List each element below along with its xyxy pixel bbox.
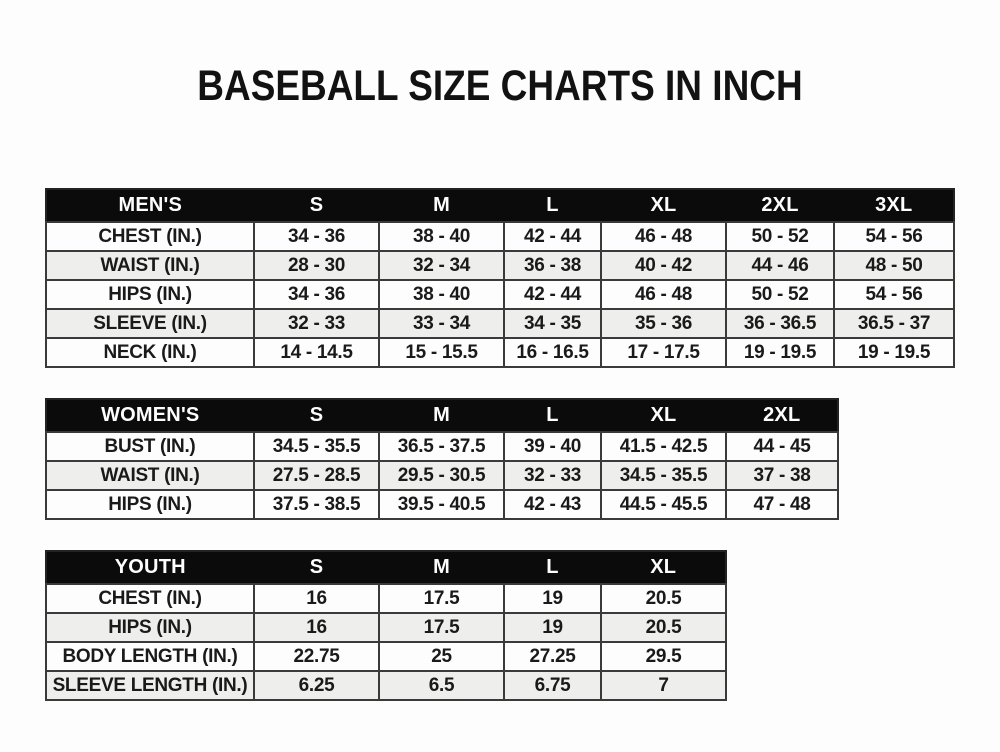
youth-size-column-header: XL — [601, 551, 726, 584]
size-value-cell: 41.5 - 42.5 — [601, 432, 726, 461]
size-value-cell: 17.5 — [379, 584, 504, 613]
row-label-cell: BUST (IN.) — [46, 432, 254, 461]
mens-size-column-header: S — [254, 189, 379, 222]
youth-size-row — [46, 584, 726, 613]
size-value-cell: 46 - 48 — [601, 222, 726, 251]
row-label-cell: BODY LENGTH (IN.) — [46, 642, 254, 671]
size-value-cell: 6.75 — [504, 671, 601, 700]
mens-size-row — [46, 251, 954, 280]
size-value-cell: 50 - 52 — [726, 280, 834, 309]
size-value-cell: 6.25 — [254, 671, 379, 700]
size-value-cell: 16 - 16.5 — [504, 338, 601, 367]
size-value-cell: 33 - 34 — [379, 309, 504, 338]
womens-size-column-header: XL — [601, 399, 726, 432]
mens-table-title: MEN'S — [46, 189, 254, 222]
size-value-cell: 29.5 — [601, 642, 726, 671]
mens-header-row — [46, 189, 954, 222]
youth-size-column-header: S — [254, 551, 379, 584]
size-value-cell: 36.5 - 37 — [834, 309, 954, 338]
size-value-cell: 35 - 36 — [601, 309, 726, 338]
womens-size-column-header: M — [379, 399, 504, 432]
size-value-cell: 54 - 56 — [834, 280, 954, 309]
size-value-cell: 29.5 - 30.5 — [379, 461, 504, 490]
size-value-cell: 37.5 - 38.5 — [254, 490, 379, 519]
size-value-cell: 36 - 38 — [504, 251, 601, 280]
size-value-cell: 47 - 48 — [726, 490, 838, 519]
size-value-cell: 38 - 40 — [379, 222, 504, 251]
womens-size-column-header: 2XL — [726, 399, 838, 432]
size-value-cell: 32 - 34 — [379, 251, 504, 280]
size-value-cell: 50 - 52 — [726, 222, 834, 251]
mens-size-row — [46, 280, 954, 309]
womens-size-row — [46, 490, 838, 519]
page-title: BASEBALL SIZE CHARTS IN INCH — [197, 62, 803, 110]
row-label-cell: HIPS (IN.) — [46, 613, 254, 642]
row-label-cell: SLEEVE LENGTH (IN.) — [46, 671, 254, 700]
size-value-cell: 44 - 45 — [726, 432, 838, 461]
womens-size-table — [45, 398, 839, 520]
womens-size-row — [46, 461, 838, 490]
row-label-cell: SLEEVE (IN.) — [46, 309, 254, 338]
row-label-cell: NECK (IN.) — [46, 338, 254, 367]
womens-size-column-header: S — [254, 399, 379, 432]
size-value-cell: 44.5 - 45.5 — [601, 490, 726, 519]
size-value-cell: 39 - 40 — [504, 432, 601, 461]
size-value-cell: 27.25 — [504, 642, 601, 671]
womens-size-row — [46, 432, 838, 461]
size-value-cell: 27.5 - 28.5 — [254, 461, 379, 490]
size-value-cell: 20.5 — [601, 613, 726, 642]
mens-size-column-header: M — [379, 189, 504, 222]
size-value-cell: 38 - 40 — [379, 280, 504, 309]
size-value-cell: 19 — [504, 613, 601, 642]
size-value-cell: 42 - 44 — [504, 222, 601, 251]
row-label-cell: CHEST (IN.) — [46, 222, 254, 251]
size-value-cell: 46 - 48 — [601, 280, 726, 309]
size-value-cell: 34.5 - 35.5 — [254, 432, 379, 461]
size-value-cell: 25 — [379, 642, 504, 671]
size-value-cell: 40 - 42 — [601, 251, 726, 280]
size-value-cell: 22.75 — [254, 642, 379, 671]
row-label-cell: WAIST (IN.) — [46, 461, 254, 490]
size-value-cell: 34 - 36 — [254, 222, 379, 251]
size-value-cell: 14 - 14.5 — [254, 338, 379, 367]
size-value-cell: 15 - 15.5 — [379, 338, 504, 367]
title-area — [0, 62, 1000, 111]
size-value-cell: 16 — [254, 613, 379, 642]
size-value-cell: 48 - 50 — [834, 251, 954, 280]
size-value-cell: 17.5 — [379, 613, 504, 642]
size-value-cell: 34 - 36 — [254, 280, 379, 309]
row-label-cell: WAIST (IN.) — [46, 251, 254, 280]
youth-size-row — [46, 671, 726, 700]
size-value-cell: 28 - 30 — [254, 251, 379, 280]
youth-table-title: YOUTH — [46, 551, 254, 584]
mens-size-column-header: XL — [601, 189, 726, 222]
size-value-cell: 34.5 - 35.5 — [601, 461, 726, 490]
size-value-cell: 44 - 46 — [726, 251, 834, 280]
row-label-cell: CHEST (IN.) — [46, 584, 254, 613]
size-value-cell: 39.5 - 40.5 — [379, 490, 504, 519]
mens-size-row — [46, 338, 954, 367]
mens-size-row — [46, 222, 954, 251]
size-value-cell: 42 - 43 — [504, 490, 601, 519]
size-value-cell: 37 - 38 — [726, 461, 838, 490]
size-value-cell: 36 - 36.5 — [726, 309, 834, 338]
mens-size-column-header: 2XL — [726, 189, 834, 222]
size-value-cell: 20.5 — [601, 584, 726, 613]
womens-size-column-header: L — [504, 399, 601, 432]
mens-size-table — [45, 188, 955, 368]
youth-size-column-header: L — [504, 551, 601, 584]
size-value-cell: 19 — [504, 584, 601, 613]
size-value-cell: 36.5 - 37.5 — [379, 432, 504, 461]
size-value-cell: 19 - 19.5 — [726, 338, 834, 367]
size-value-cell: 6.5 — [379, 671, 504, 700]
mens-size-column-header: L — [504, 189, 601, 222]
size-value-cell: 32 - 33 — [504, 461, 601, 490]
youth-size-column-header: M — [379, 551, 504, 584]
size-value-cell: 34 - 35 — [504, 309, 601, 338]
size-value-cell: 16 — [254, 584, 379, 613]
youth-size-row — [46, 642, 726, 671]
size-value-cell: 42 - 44 — [504, 280, 601, 309]
mens-size-row — [46, 309, 954, 338]
row-label-cell: HIPS (IN.) — [46, 280, 254, 309]
youth-size-row — [46, 613, 726, 642]
size-value-cell: 54 - 56 — [834, 222, 954, 251]
youth-size-table — [45, 550, 727, 701]
womens-table-title: WOMEN'S — [46, 399, 254, 432]
size-value-cell: 19 - 19.5 — [834, 338, 954, 367]
mens-size-column-header: 3XL — [834, 189, 954, 222]
size-value-cell: 17 - 17.5 — [601, 338, 726, 367]
size-value-cell: 7 — [601, 671, 726, 700]
youth-header-row — [46, 551, 726, 584]
size-value-cell: 32 - 33 — [254, 309, 379, 338]
row-label-cell: HIPS (IN.) — [46, 490, 254, 519]
womens-header-row — [46, 399, 838, 432]
